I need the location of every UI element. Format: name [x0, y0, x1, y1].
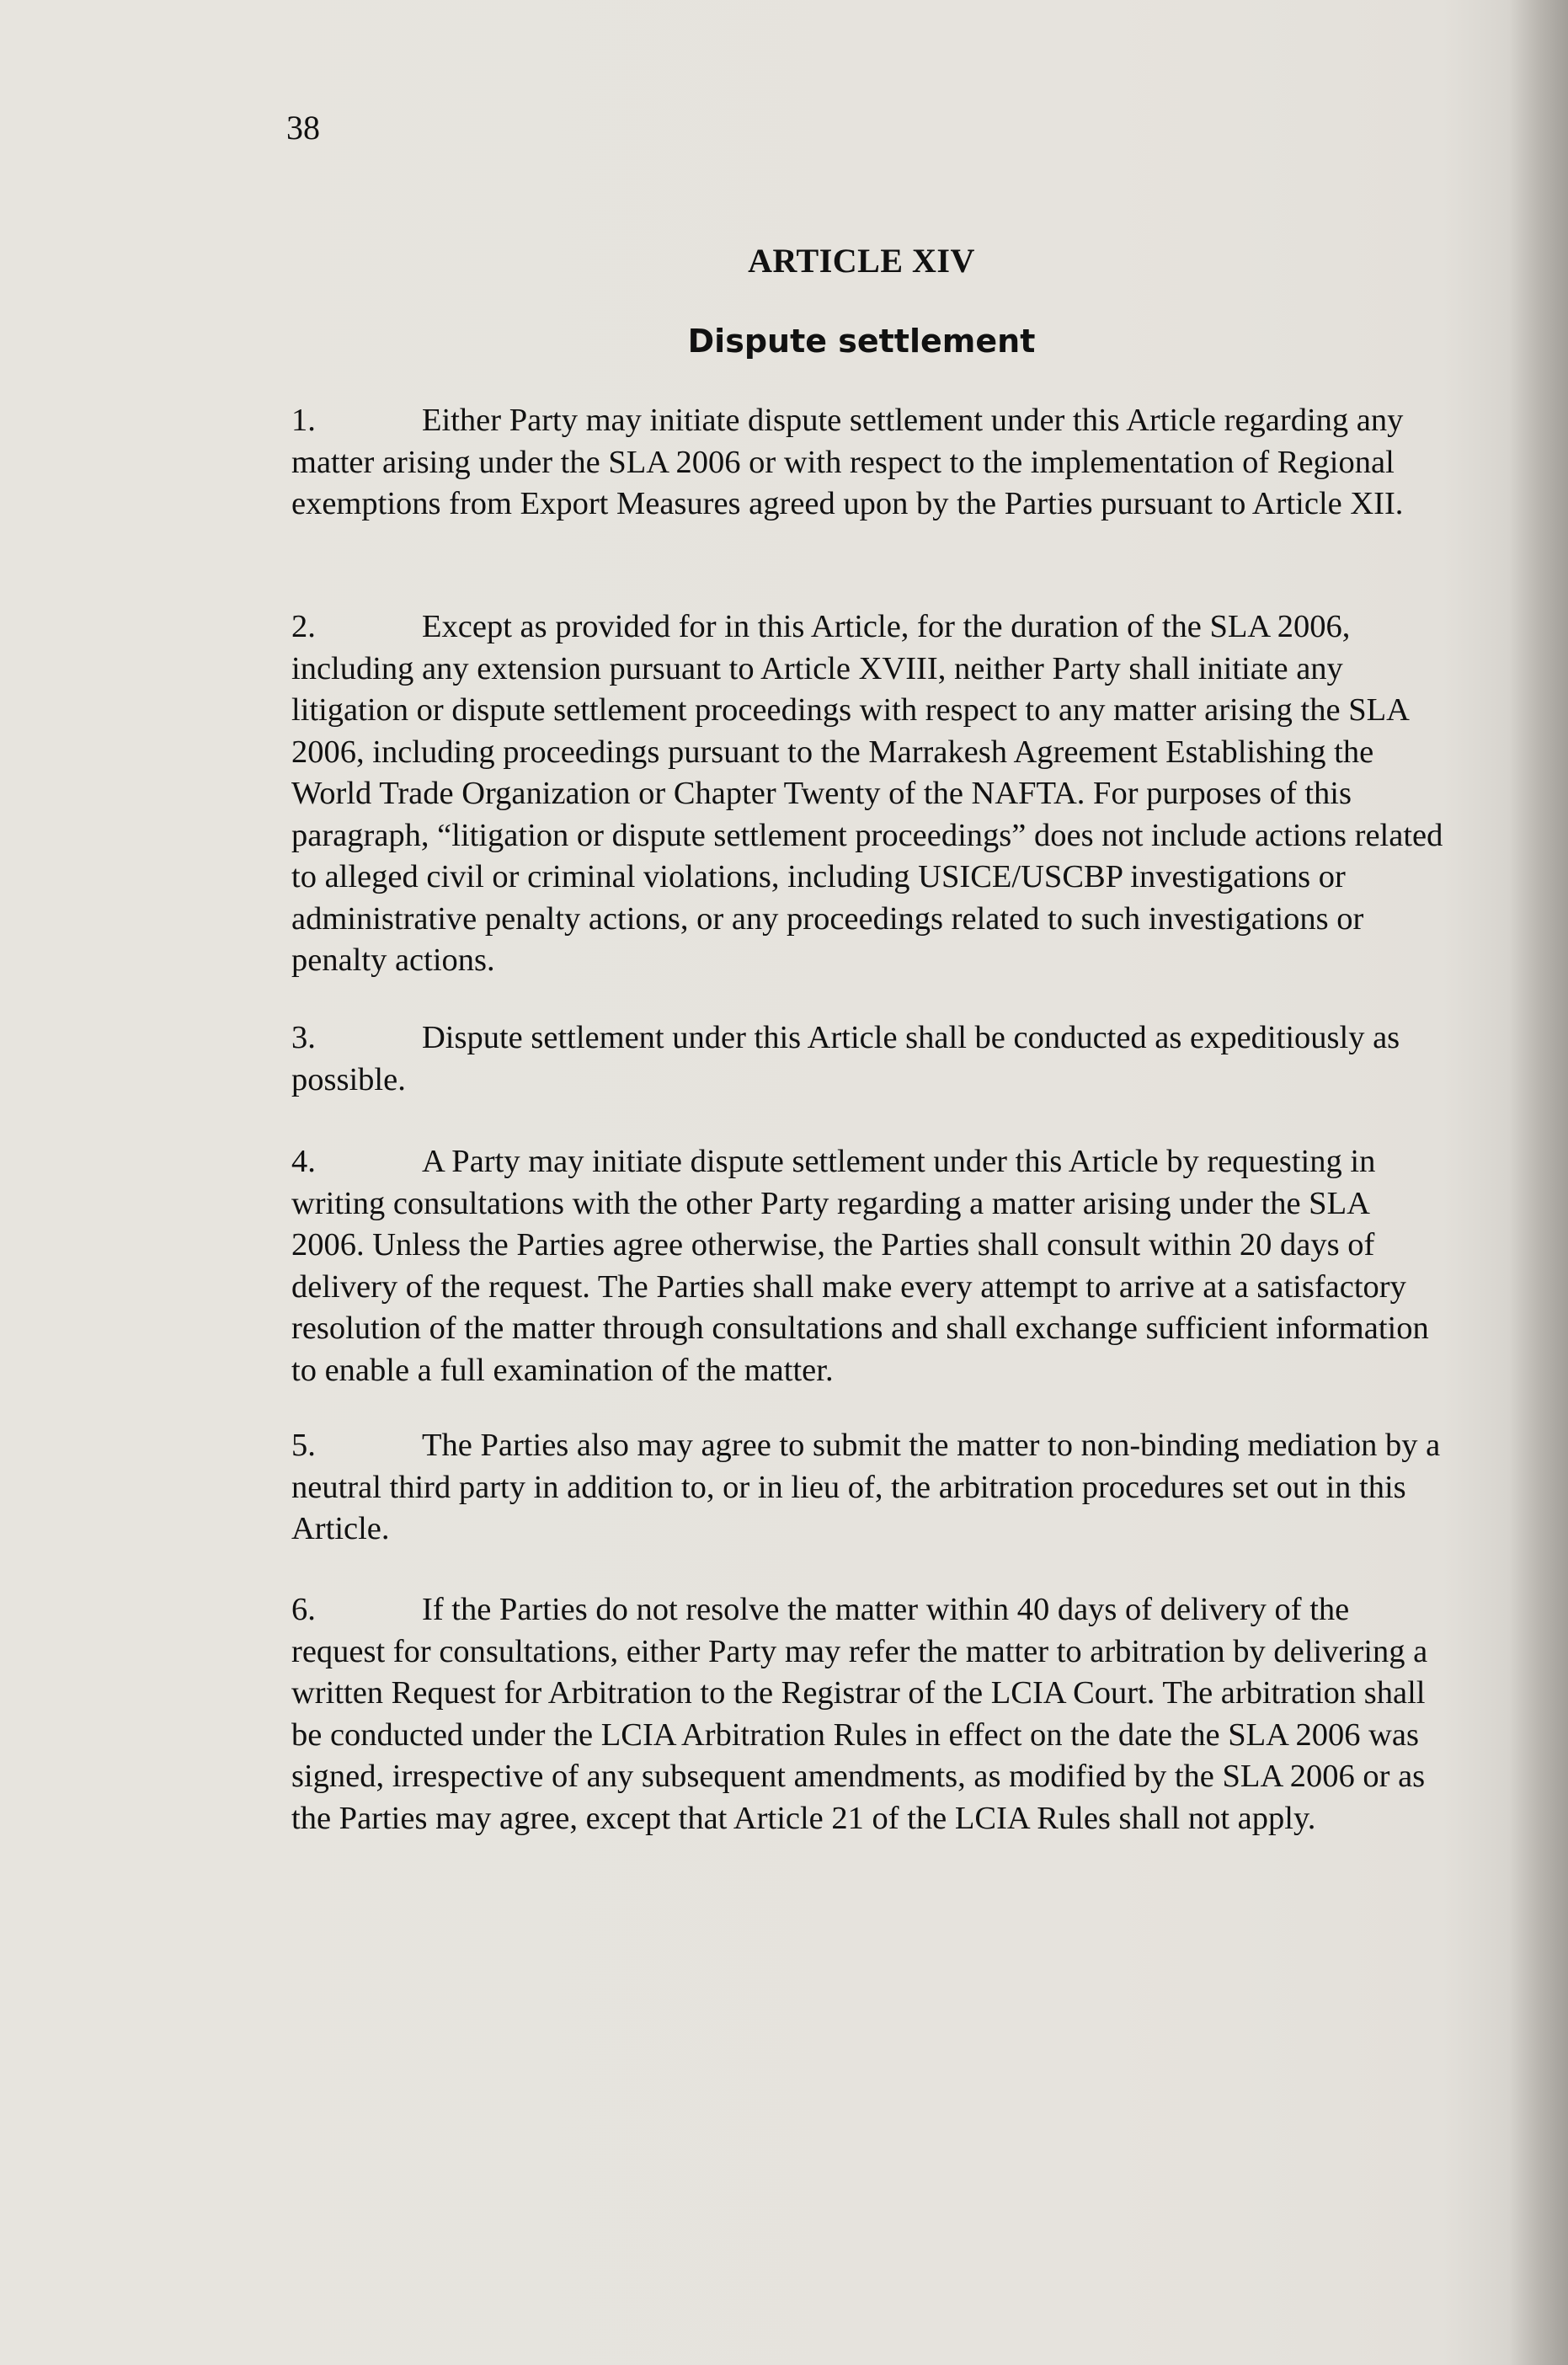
paragraph-number: 5. — [291, 1428, 316, 1463]
paragraph-text: Except as provided for in this Article, for the duration of the SLA 2006, including any extension pursuant to Article XVIII, neither Party shall initiate any litigation or dispute settlement proceedings with respect to any matter arising the SLA 2006, including proceedings pursuant to the Marrakesh Agreement Establishing the World Trade Organization or Chapter Twenty of the NAFTA. For purposes of this paragraph, “litigation or dispute settlement proceedings” does not include actions related to alleged civil or criminal violations, including USICE/USCBP investigations or administrative penalty actions, or any proceedings related to such investigations or penalty actions. — [291, 609, 1443, 978]
paragraph-number: 1. — [291, 403, 316, 438]
article-subtitle: Dispute settlement — [687, 323, 1036, 360]
paragraph-text: Dispute settlement under this Article shall be conducted as expeditiously as possible. — [291, 1020, 1400, 1097]
paragraph-6 — [291, 1589, 1447, 1839]
paragraph-text: The Parties also may agree to submit the matter to non-binding mediation by a neutral third party in addition to, or in lieu of, the arbitration procedures set out in this Article. — [291, 1428, 1441, 1546]
article-title: ARTICLE XIV — [748, 242, 975, 280]
paragraph-text: If the Parties do not resolve the matter within 40 days of delivery of the request for consultations, either Party may refer the matter to arbitration by delivering a written Request for Arbitration to the Registrar of the LCIA Court. The arbitration shall be conducted under the LCIA Arbitration Rules in effect on the date the SLA 2006 was signed, irrespective of any subsequent amendments, as modified by the SLA 2006 or as the Parties may agree, except that Article 21 of the LCIA Rules shall not apply. — [291, 1592, 1428, 1836]
paragraph-number: 3. — [291, 1020, 316, 1055]
paragraph-5 — [291, 1425, 1447, 1551]
paragraph-number: 6. — [291, 1592, 316, 1627]
paragraph-text: Either Party may initiate dispute settlement under this Article regarding any matter arising under the SLA 2006 or with respect to the implementation of Regional exemptions from Export Measures agreed upon by the Parties pursuant to Article XII. — [291, 403, 1404, 521]
paragraph-3 — [291, 1017, 1447, 1101]
page-number: 38 — [286, 109, 320, 147]
paragraph-number: 2. — [291, 609, 316, 644]
paragraph-1 — [291, 400, 1447, 526]
paragraph-2 — [291, 606, 1447, 982]
paragraph-text: A Party may initiate dispute settlement under this Article by requesting in writing consultations with the other Party regarding a matter arising under the SLA 2006. Unless the Parties agree otherwise, the Parties shall consult within 20 days of delivery of the request. The Parties shall make every attempt to arrive at a satisfactory resolution of the matter through consultations and shall exchange sufficient information to enable a full examination of the matter. — [291, 1144, 1429, 1388]
paragraph-4 — [291, 1141, 1447, 1391]
paragraph-number: 4. — [291, 1144, 316, 1179]
